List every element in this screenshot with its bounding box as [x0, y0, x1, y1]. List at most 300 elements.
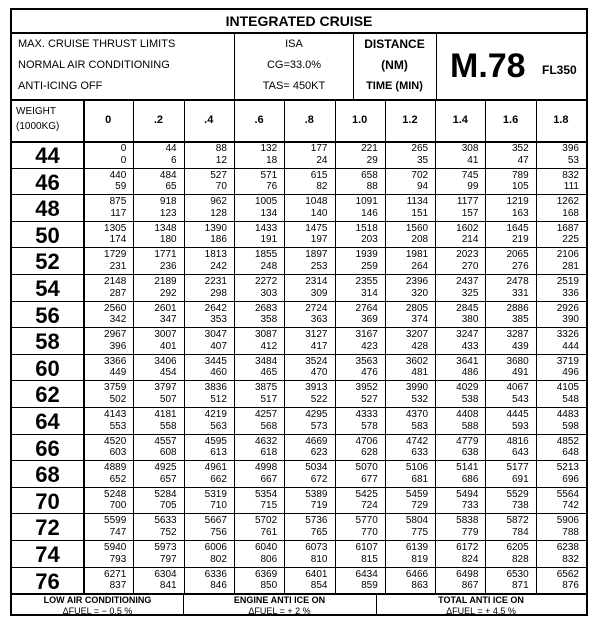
distance-cell: 5319 — [204, 488, 227, 500]
distance-cell: 177 — [310, 143, 328, 154]
grid-line-v — [133, 99, 134, 593]
time-cell: 236 — [159, 260, 177, 272]
distance-cell: 5804 — [405, 515, 429, 527]
time-cell: 444 — [562, 340, 579, 352]
distance-cell: 6530 — [506, 568, 529, 580]
time-cell: 70 — [215, 181, 227, 193]
time-cell: 527 — [361, 393, 378, 405]
distance-cell: 2642 — [204, 302, 227, 314]
weight-value: 50 — [35, 222, 60, 248]
time-cell: 696 — [562, 473, 579, 485]
distance-cell: 6336 — [204, 568, 227, 580]
time-cell: 662 — [210, 473, 227, 485]
distance-cell: 1518 — [355, 222, 378, 234]
distance-cell: 5973 — [154, 542, 177, 553]
time-cell: 793 — [109, 553, 127, 565]
grid-line-h — [12, 593, 586, 595]
time-cell: 507 — [159, 393, 177, 405]
distance-cell: 5940 — [104, 542, 127, 553]
distance-cell: 2519 — [556, 276, 579, 287]
grid-line-h — [12, 380, 586, 381]
time-cell: 850 — [260, 580, 278, 592]
distance-cell: 5034 — [305, 462, 328, 474]
time-cell: 117 — [110, 207, 127, 219]
time-cell: 486 — [461, 367, 479, 379]
time-cell: 638 — [461, 447, 479, 459]
distance-cell: 3484 — [254, 355, 278, 367]
time-cell: 724 — [361, 500, 378, 512]
time-cell: 876 — [562, 580, 579, 592]
column-header: 1.8 — [553, 114, 569, 126]
mach-number: M.78 — [450, 47, 526, 85]
distance-cell: 4445 — [506, 409, 529, 420]
isa-tas: TAS= 450KT — [262, 80, 326, 92]
distance-cell: 6304 — [154, 568, 177, 580]
table-title: INTEGRATED CRUISE — [225, 13, 373, 29]
time-cell: 270 — [461, 260, 479, 272]
time-cell: 797 — [159, 553, 177, 565]
distance-cell: 5838 — [456, 515, 479, 527]
time-cell: 146 — [361, 207, 378, 219]
distance-cell: 4961 — [204, 462, 227, 474]
time-cell: 691 — [512, 473, 529, 485]
time-cell: 603 — [109, 447, 127, 459]
time-cell: 417 — [310, 340, 328, 352]
column-header: 1.4 — [452, 114, 468, 126]
distance-cell: 2601 — [154, 302, 177, 314]
distance-cell: 4105 — [556, 382, 579, 394]
time-cell: 320 — [411, 287, 429, 299]
time-cell: 140 — [310, 207, 328, 219]
distance-cell: 5529 — [506, 488, 529, 500]
distance-cell: 3990 — [405, 382, 429, 394]
distance-cell: 4669 — [305, 435, 328, 447]
time-cell: 854 — [310, 580, 328, 592]
distance-cell: 2845 — [456, 302, 479, 314]
distance-cell: 2926 — [556, 302, 579, 314]
weight-header-unit: (1000KG) — [16, 121, 60, 132]
time-cell: 225 — [562, 234, 579, 246]
distance-cell: 3524 — [305, 355, 328, 367]
column-header: .4 — [204, 114, 214, 126]
distance-cell: 2272 — [254, 276, 278, 287]
distance-cell: 1939 — [355, 249, 378, 261]
time-cell: 401 — [159, 340, 177, 352]
time-cell: 347 — [159, 314, 177, 326]
time-cell: 94 — [416, 181, 429, 193]
distance-cell: 5354 — [254, 488, 278, 500]
grid-line-h — [12, 168, 586, 169]
time-cell: 784 — [512, 526, 529, 538]
distance-cell: 0 — [120, 143, 127, 154]
time-cell: 738 — [512, 500, 529, 512]
time-cell: 65 — [165, 181, 177, 193]
distance-cell: 6040 — [254, 542, 278, 553]
distance-cell: 265 — [411, 143, 429, 154]
time-cell: 174 — [109, 234, 127, 246]
distance-cell: 3167 — [355, 329, 378, 341]
grid-line-v — [83, 99, 85, 593]
weight-value: 54 — [35, 276, 60, 301]
grid-line-v — [234, 99, 235, 593]
distance-cell: 88 — [215, 143, 227, 154]
time-cell: 253 — [310, 260, 328, 272]
grid-line-h — [12, 32, 586, 34]
time-cell: 652 — [109, 473, 127, 485]
distance-cell: 4370 — [405, 409, 429, 420]
distance-cell: 1560 — [405, 222, 429, 234]
distance-cell: 832 — [562, 169, 579, 181]
time-cell: 460 — [210, 367, 227, 379]
time-cell: 522 — [310, 393, 328, 405]
time-cell: 203 — [361, 234, 378, 246]
distance-cell: 1219 — [506, 196, 529, 208]
grid-line-v — [184, 99, 185, 593]
grid-line-v — [183, 593, 184, 614]
time-cell: 24 — [316, 154, 328, 166]
time-cell: 476 — [361, 367, 378, 379]
weight-value: 60 — [35, 355, 60, 381]
time-cell: 802 — [210, 553, 227, 565]
distance-cell: 962 — [210, 196, 227, 208]
grid-line-h — [12, 141, 586, 143]
time-cell: 667 — [260, 473, 278, 485]
distance-cell: 221 — [361, 143, 378, 154]
time-cell: 553 — [109, 420, 127, 432]
footer-correction-title: LOW AIR CONDITIONING — [43, 595, 152, 606]
time-cell: 314 — [361, 287, 378, 299]
time-cell: 99 — [467, 181, 479, 193]
time-cell: 573 — [310, 420, 328, 432]
time-cell: 53 — [567, 154, 579, 166]
distance-cell: 3247 — [456, 329, 479, 341]
distance-cell: 5284 — [154, 488, 177, 500]
distance-cell: 4520 — [104, 435, 127, 447]
grid-line-v — [435, 99, 436, 593]
footer-correction-value: ΔFUEL = + 2 % — [248, 606, 311, 617]
time-cell: 342 — [109, 314, 127, 326]
time-cell: 231 — [109, 260, 127, 272]
distance-cell: 3797 — [154, 382, 177, 394]
weight-value: 66 — [35, 435, 60, 461]
distance-cell: 3366 — [104, 355, 127, 367]
distance-cell: 4742 — [405, 435, 429, 447]
distance-cell: 5248 — [104, 488, 127, 500]
time-cell: 756 — [210, 526, 227, 538]
time-cell: 578 — [361, 420, 378, 432]
distance-cell: 1729 — [104, 249, 127, 261]
time-cell: 428 — [411, 340, 429, 352]
distance-cell: 6466 — [405, 568, 429, 580]
distance-cell: 396 — [562, 143, 579, 154]
time-cell: 846 — [210, 580, 227, 592]
weight-value: 44 — [35, 143, 60, 168]
distance-cell: 1305 — [104, 222, 127, 234]
distance-cell: 3913 — [305, 382, 328, 394]
time-cell: 806 — [260, 553, 278, 565]
grid-line-v — [485, 99, 486, 593]
time-cell: 264 — [411, 260, 429, 272]
time-cell: 454 — [159, 367, 177, 379]
distance-cell: 2683 — [254, 302, 278, 314]
grid-line-h — [12, 247, 586, 248]
time-cell: 867 — [461, 580, 479, 592]
distance-cell: 1771 — [154, 249, 177, 261]
time-cell: 538 — [461, 393, 479, 405]
time-cell: 657 — [159, 473, 177, 485]
distance-cell: 5141 — [456, 462, 479, 474]
time-cell: 0 — [120, 154, 127, 166]
column-header: 1.0 — [352, 114, 368, 126]
distance-cell: 1855 — [254, 249, 278, 261]
time-cell: 214 — [461, 234, 479, 246]
time-cell: 719 — [310, 500, 328, 512]
time-cell: 633 — [411, 447, 429, 459]
time-cell: 407 — [210, 340, 227, 352]
column-header: 1.2 — [402, 114, 418, 126]
time-cell: 747 — [109, 526, 127, 538]
grid-line-h — [12, 567, 586, 568]
distance-cell: 2805 — [405, 302, 429, 314]
distance-cell: 44 — [165, 143, 177, 154]
distance-cell: 3087 — [254, 329, 278, 341]
distance-cell: 4143 — [104, 409, 127, 420]
time-cell: 810 — [310, 553, 328, 565]
time-cell: 390 — [562, 314, 579, 326]
distance-cell: 1433 — [254, 222, 278, 234]
time-cell: 433 — [461, 340, 479, 352]
distance-cell: 789 — [512, 169, 529, 181]
distance-cell: 1981 — [405, 249, 429, 261]
time-cell: 59 — [115, 181, 127, 193]
grid-line-h — [12, 327, 586, 328]
distance-cell: 6139 — [405, 542, 429, 553]
grid-line-h — [12, 540, 586, 541]
distance-cell: 1687 — [556, 222, 579, 234]
time-cell: 208 — [411, 234, 429, 246]
footer-correction-value: ΔFUEL = − 0.5 % — [62, 606, 133, 617]
distance-cell: 5494 — [456, 488, 479, 500]
time-cell: 832 — [562, 553, 579, 565]
distance-cell: 1177 — [456, 196, 479, 208]
distance-cell: 5633 — [154, 515, 177, 527]
distance-cell: 3047 — [204, 329, 227, 341]
distance-cell: 5177 — [506, 462, 529, 474]
time-cell: 700 — [109, 500, 127, 512]
distance-cell: 3326 — [556, 329, 579, 341]
grid-line-h — [12, 354, 586, 355]
distance-cell: 5770 — [355, 515, 378, 527]
distance-cell: 2396 — [405, 276, 429, 287]
distance-cell: 658 — [361, 169, 378, 181]
cruise-table-sheet — [10, 8, 588, 616]
time-cell: 259 — [361, 260, 378, 272]
time-cell: 710 — [210, 500, 227, 512]
distance-cell: 1602 — [456, 222, 479, 234]
weight-value: 58 — [35, 329, 60, 355]
distance-cell: 6434 — [355, 568, 378, 580]
distance-cell: 5425 — [355, 488, 378, 500]
distance-cell: 5106 — [405, 462, 429, 474]
distance-cell: 5667 — [204, 515, 227, 527]
time-cell: 502 — [109, 393, 127, 405]
time-cell: 123 — [159, 207, 177, 219]
grid-line-h — [12, 513, 586, 514]
distance-cell: 484 — [159, 169, 177, 181]
weight-value: 46 — [35, 169, 60, 195]
condition-anti-icing: ANTI-ICING OFF — [18, 80, 103, 92]
time-cell: 412 — [260, 340, 278, 352]
time-cell: 35 — [416, 154, 429, 166]
footer-correction-title: TOTAL ANTI ICE ON — [438, 595, 524, 606]
time-cell: 618 — [260, 447, 278, 459]
time-cell: 765 — [310, 526, 328, 538]
isa-cg: CG=33.0% — [266, 59, 322, 71]
distance-cell: 2967 — [104, 329, 127, 341]
distance-cell: 5070 — [355, 462, 378, 474]
distance-cell: 918 — [159, 196, 177, 208]
time-cell: 439 — [512, 340, 529, 352]
distance-cell: 1134 — [406, 196, 429, 208]
time-cell: 186 — [210, 234, 227, 246]
time-cell: 481 — [411, 367, 429, 379]
distance-cell: 2189 — [154, 276, 177, 287]
grid-line-h — [12, 487, 586, 488]
distance-cell: 308 — [461, 143, 479, 154]
time-cell: 353 — [210, 314, 227, 326]
distance-cell: 3680 — [506, 355, 529, 367]
distance-cell: 2023 — [456, 249, 479, 261]
isa-label: ISA — [285, 38, 303, 50]
weight-value: 64 — [35, 409, 60, 434]
column-header: .6 — [254, 114, 264, 126]
time-cell: 197 — [310, 234, 328, 246]
time-cell: 558 — [159, 420, 177, 432]
distance-cell: 6172 — [456, 542, 479, 553]
time-cell: 369 — [361, 314, 378, 326]
distance-cell: 440 — [109, 169, 127, 181]
time-cell: 588 — [461, 420, 479, 432]
time-cell: 41 — [467, 154, 479, 166]
distance-cell: 4295 — [305, 409, 328, 420]
time-cell: 548 — [562, 393, 579, 405]
time-cell: 568 — [260, 420, 278, 432]
distance-cell: 3641 — [456, 355, 479, 367]
time-cell: 134 — [260, 207, 278, 219]
weight-value: 48 — [35, 196, 60, 222]
distance-cell: 4925 — [154, 462, 177, 474]
time-cell: 287 — [109, 287, 127, 299]
time-cell: 363 — [310, 314, 328, 326]
grid-line-h — [12, 460, 586, 461]
time-cell: 705 — [159, 500, 177, 512]
time-cell: 863 — [411, 580, 429, 592]
time-cell: 281 — [562, 260, 579, 272]
footer-correction-value: ΔFUEL = + 4.5 % — [446, 606, 516, 617]
distance-cell: 5389 — [305, 488, 328, 500]
time-cell: 517 — [260, 393, 278, 405]
distance-cell: 3207 — [405, 329, 429, 341]
time-cell: 423 — [361, 340, 378, 352]
distance-cell: 4595 — [204, 435, 227, 447]
time-cell: 18 — [266, 154, 278, 166]
distance-cell: 132 — [260, 143, 278, 154]
time-cell: 180 — [159, 234, 177, 246]
time-cell: 105 — [512, 181, 529, 193]
time-cell: 775 — [411, 526, 429, 538]
time-cell: 385 — [512, 314, 529, 326]
distance-cell: 2560 — [104, 302, 127, 314]
distance-cell: 5702 — [254, 515, 278, 527]
time-cell: 779 — [461, 526, 479, 538]
grid-line-v — [436, 32, 437, 99]
time-cell: 681 — [411, 473, 429, 485]
distance-cell: 6369 — [254, 568, 278, 580]
distance-cell: 5459 — [405, 488, 429, 500]
time-cell: 623 — [310, 447, 328, 459]
time-cell: 583 — [411, 420, 429, 432]
time-cell: 111 — [563, 181, 579, 193]
weight-value: 70 — [35, 488, 60, 514]
distance-cell: 4706 — [355, 435, 378, 447]
column-header: 0 — [105, 114, 112, 126]
distance-cell: 6073 — [305, 542, 328, 553]
column-header: .2 — [153, 114, 164, 126]
time-cell: 358 — [260, 314, 278, 326]
distance-cell: 4257 — [254, 409, 278, 420]
distance-cell: 4181 — [154, 409, 177, 420]
weight-value: 72 — [35, 515, 60, 541]
grid-line-v — [536, 99, 537, 593]
time-cell: 88 — [366, 181, 378, 193]
distance-cell: 3602 — [405, 355, 429, 367]
time-cell: 613 — [210, 447, 227, 459]
time-cell: 82 — [316, 181, 328, 193]
time-cell: 761 — [260, 526, 278, 538]
weight-value: 52 — [35, 249, 60, 275]
time-cell: 157 — [461, 207, 479, 219]
distance-cell: 6562 — [556, 568, 579, 580]
time-cell: 168 — [562, 207, 579, 219]
time-cell: 598 — [562, 420, 579, 432]
distance-cell: 1390 — [204, 222, 227, 234]
time-cell: 465 — [260, 367, 278, 379]
grid-line-h — [12, 99, 586, 101]
time-cell: 128 — [210, 207, 227, 219]
distance-cell: 6271 — [104, 568, 127, 580]
weight-value: 62 — [35, 382, 60, 408]
distance-cell: 2106 — [556, 249, 579, 261]
distance-cell: 2437 — [456, 276, 479, 287]
distance-cell: 3836 — [204, 382, 227, 394]
column-header: .8 — [304, 114, 314, 126]
distance-cell: 4852 — [556, 435, 579, 447]
grid-line-v — [234, 32, 235, 99]
distance-cell: 5213 — [556, 462, 579, 474]
time-cell: 752 — [159, 526, 177, 538]
time-cell: 6 — [171, 154, 177, 166]
time-cell: 532 — [411, 393, 429, 405]
time-cell: 841 — [159, 580, 177, 592]
column-header: 1.6 — [502, 114, 519, 126]
distance-cell: 875 — [109, 196, 127, 208]
time-cell: 628 — [361, 447, 378, 459]
grid-line-v — [335, 99, 336, 593]
weight-value: 74 — [35, 542, 60, 567]
time-cell: 292 — [159, 287, 177, 299]
distance-cell: 1645 — [506, 222, 529, 234]
time-cell: 815 — [361, 553, 378, 565]
